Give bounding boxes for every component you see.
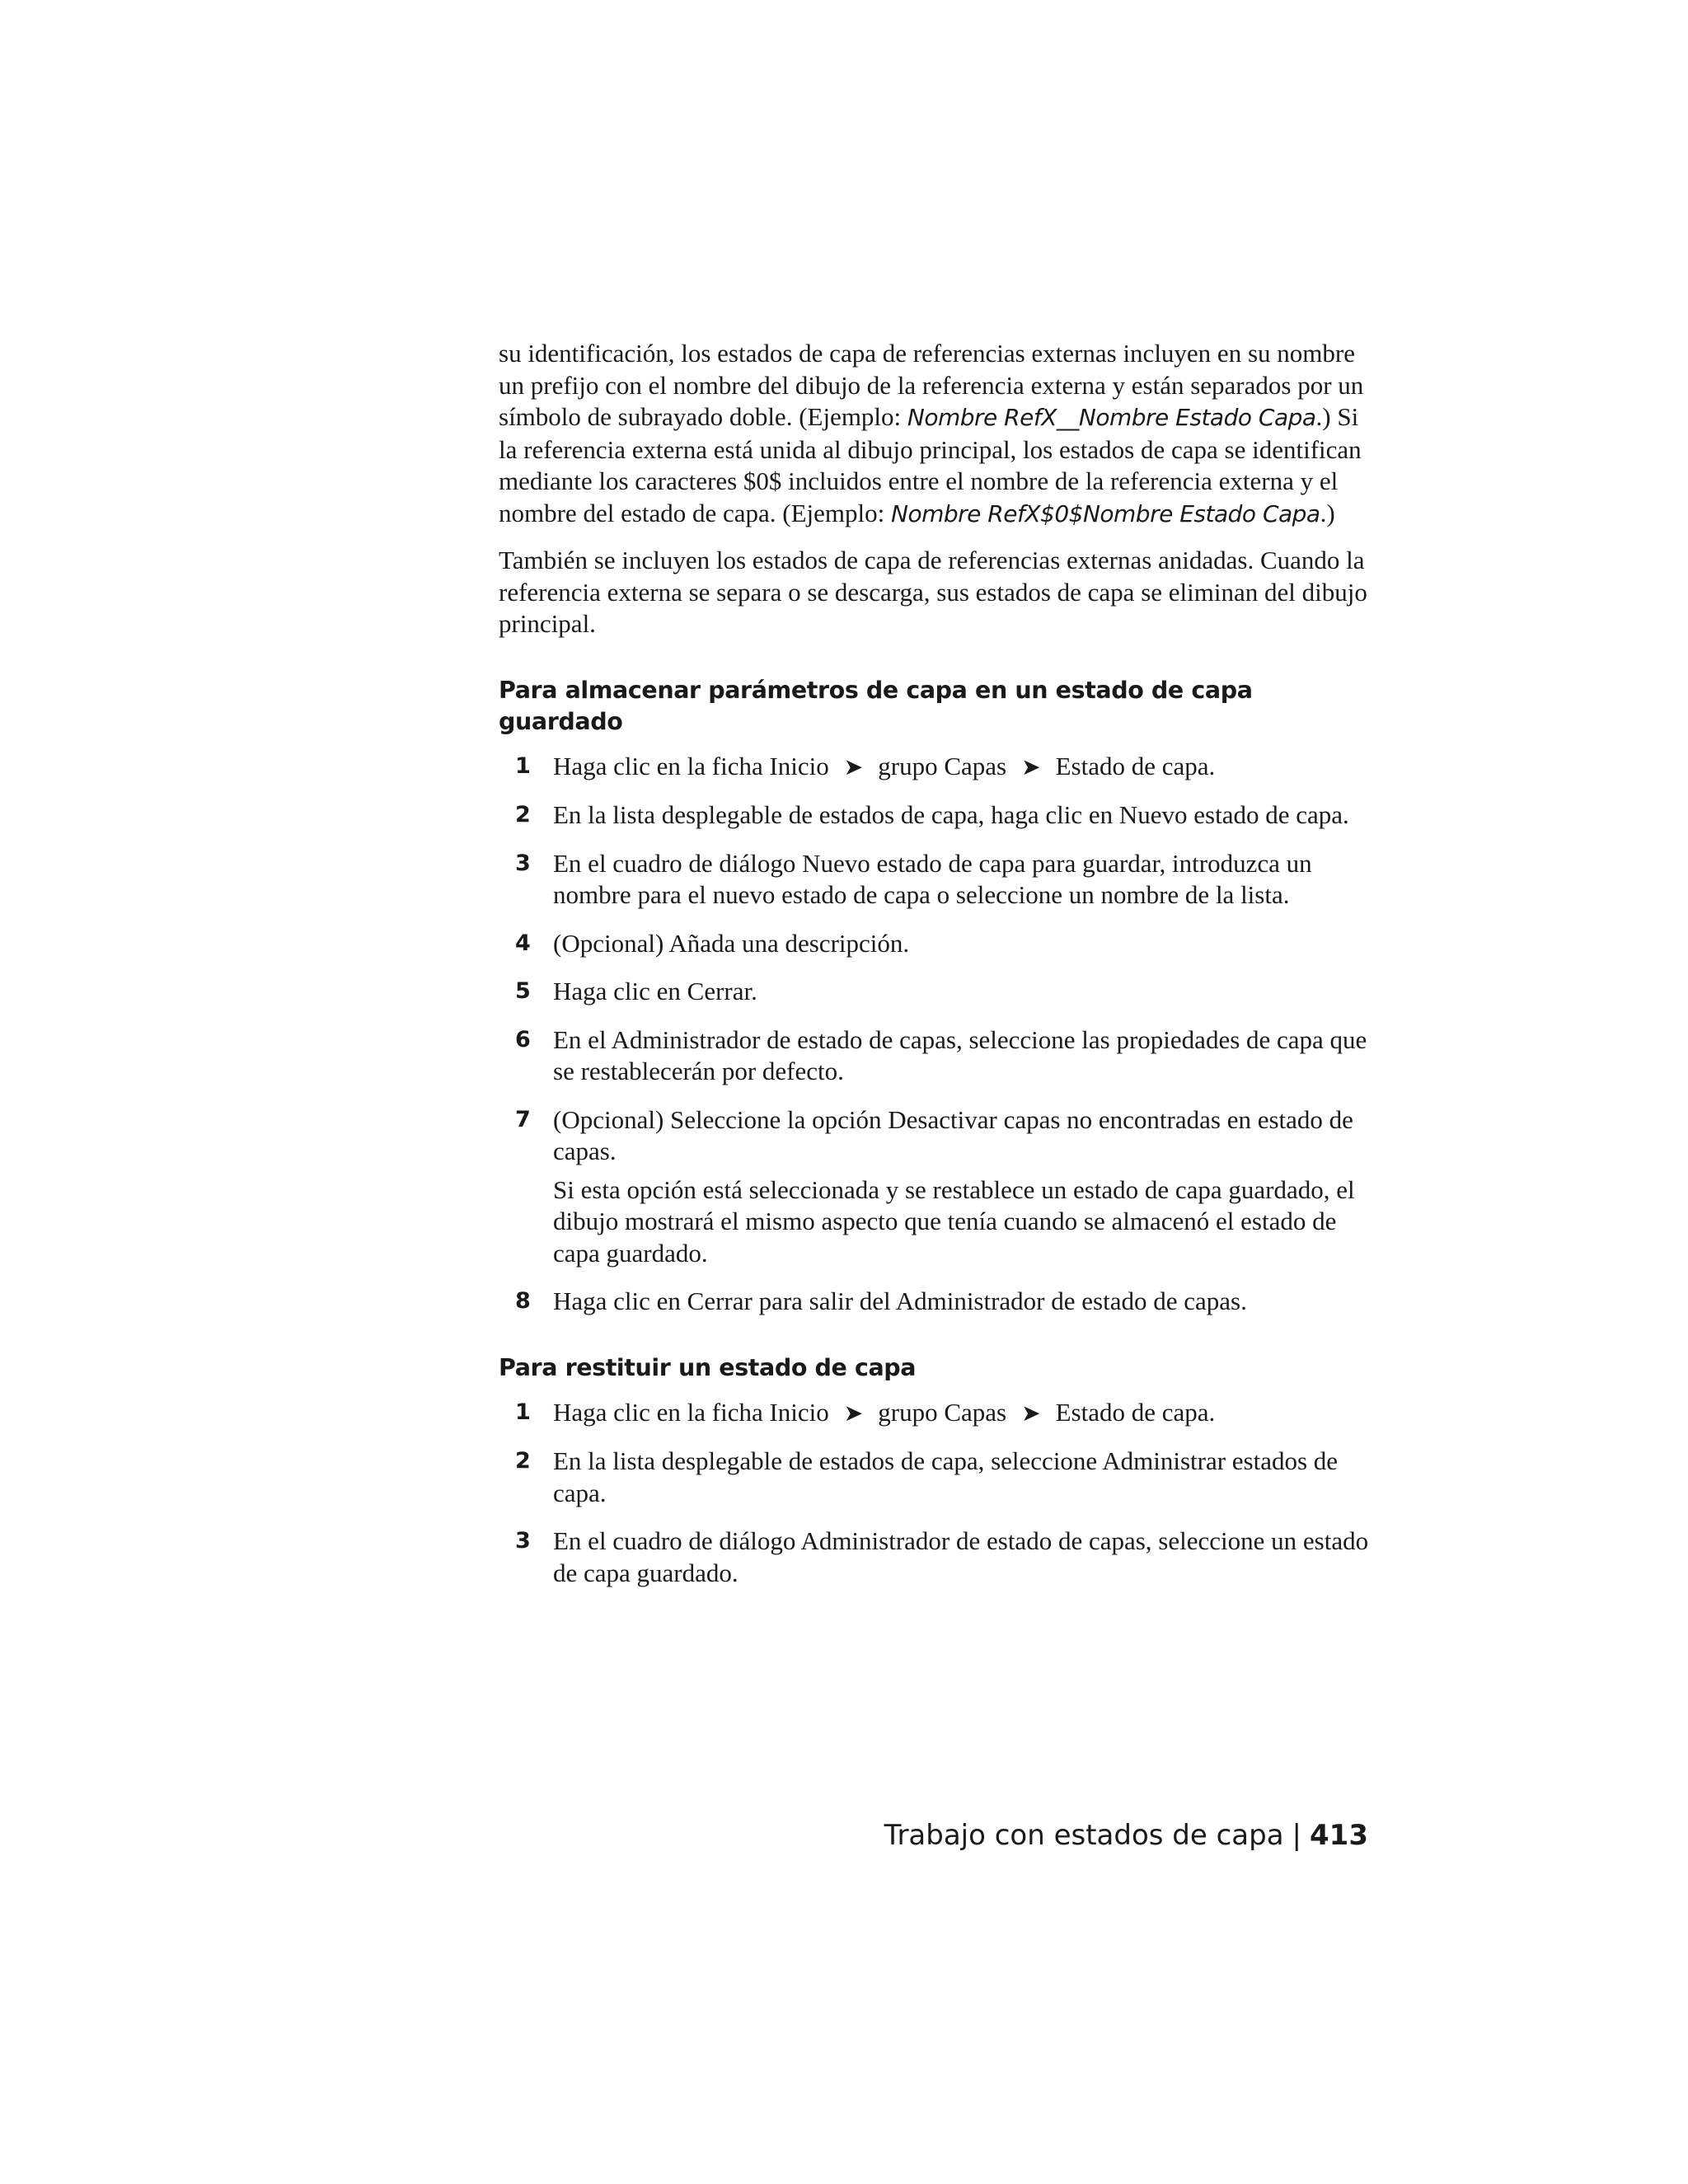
step-text: Estado de capa. (1055, 751, 1216, 780)
step-note: Si esta opción está seleccionada y se restablece un estado de capa guardado, el dibujo mostrará el mismo aspecto que tenía cuando se almacenó el estado de capa guardado. (553, 1174, 1355, 1268)
list-item (499, 928, 1372, 960)
list-item (499, 751, 1372, 784)
arrow-icon: ➤ (843, 752, 864, 780)
step-text: Estado de capa. (1055, 1397, 1216, 1427)
footer-title: Trabajo con estados de capa (884, 1819, 1284, 1852)
intro-paragraph-1 (499, 338, 1372, 530)
list-item (499, 1446, 1372, 1509)
intro-text-c: .) (1320, 498, 1335, 527)
step-number: 7 (515, 1106, 531, 1132)
step-text: En el Administrador de estado de capas, seleccione las propiedades de capa que se restablecerán por defecto. (553, 1024, 1367, 1085)
step-number: 8 (515, 1288, 531, 1314)
step-text: Haga clic en la ficha Inicio (553, 751, 829, 780)
list-item (499, 1104, 1372, 1270)
example-bound-name: Nombre RefX$0$Nombre Estado Capa (891, 499, 1320, 527)
step-text: Haga clic en Cerrar para salir del Administrador de estado de capas. (553, 1286, 1247, 1315)
list-item (499, 1526, 1372, 1589)
section-heading-restore: Para restituir un estado de capa (499, 1353, 917, 1381)
step-text: Haga clic en la ficha Inicio (553, 1397, 829, 1427)
step-number: 3 (515, 850, 531, 876)
footer-separator: | (1292, 1819, 1302, 1852)
page-content (499, 338, 1372, 1605)
list-item (499, 1397, 1372, 1430)
page-number: 413 (1310, 1819, 1368, 1852)
arrow-icon: ➤ (1021, 1399, 1041, 1427)
list-item (499, 1024, 1372, 1088)
step-text: En la lista desplegable de estados de capa, haga clic en Nuevo estado de capa. (553, 800, 1349, 829)
list-item (499, 1286, 1372, 1318)
intro-paragraph-2: También se incluyen los estados de capa de referencias externas anidadas. Cuando la referencia externa se separa o se descarga, sus estados de capa se eliminan del dibujo principal. (499, 546, 1367, 638)
step-text: grupo Capas (878, 1397, 1007, 1427)
steps-list-restore (499, 1397, 1372, 1590)
page-footer (884, 1817, 1368, 1854)
step-text: En el cuadro de diálogo Administrador de estado de capas, seleccione un estado de capa guardado. (553, 1526, 1369, 1587)
step-text: En la lista desplegable de estados de capa, seleccione Administrar estados de capa. (553, 1446, 1339, 1507)
arrow-icon: ➤ (1021, 752, 1041, 780)
section-heading-store: Para almacenar parámetros de capa en un estado de capa guardado (499, 676, 1253, 735)
step-text: En el cuadro de diálogo Nuevo estado de capa para guardar, introduzca un nombre para el nuevo estado de capa o seleccione un nombre de la lista. (553, 848, 1312, 909)
step-number: 5 (515, 978, 531, 1004)
step-number: 1 (515, 1399, 531, 1425)
step-text: grupo Capas (878, 751, 1007, 780)
example-prefix-name: Nombre RefX__Nombre Estado Capa (907, 404, 1316, 431)
step-text: (Opcional) Seleccione la opción Desactivar capas no encontradas en estado de capas. (553, 1104, 1353, 1165)
steps-list-store (499, 751, 1372, 1318)
list-item (499, 976, 1372, 1008)
step-number: 6 (515, 1026, 531, 1052)
step-number: 2 (515, 802, 531, 827)
intro-text-a: su identificación, los estados de capa de referencias externas incluyen en su nombre un prefijo con el nombre del dibujo de la referencia externa y están separados por un símbolo de subrayado doble. (Ejemplo: (499, 339, 1364, 431)
step-number: 3 (515, 1528, 531, 1554)
list-item (499, 799, 1372, 832)
step-text: Haga clic en Cerrar. (553, 977, 757, 1005)
step-number: 2 (515, 1448, 531, 1474)
step-text: (Opcional) Añada una descripción. (553, 928, 910, 958)
arrow-icon: ➤ (843, 1399, 864, 1427)
step-number: 4 (515, 930, 531, 956)
step-number: 1 (515, 752, 531, 779)
list-item (499, 848, 1372, 912)
intro-text-b: .) Si la referencia externa está unida al dibujo principal, los estados de capa se identifican mediante los caracteres $0$ incluidos entre el nombre de la referencia externa y el nombre del estado de capa. (Ejemplo: (499, 402, 1362, 527)
